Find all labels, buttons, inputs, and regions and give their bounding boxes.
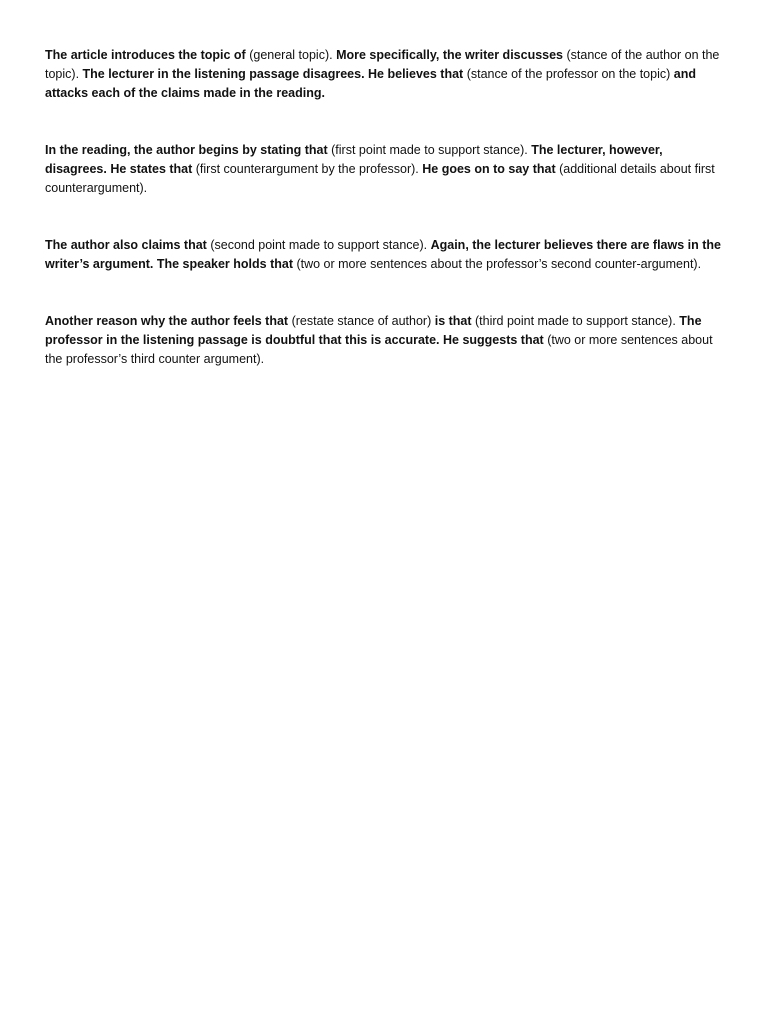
placeholder-text: (two or more sentences about the professor’s second counter-argument). [296, 257, 702, 271]
document-body [45, 46, 723, 407]
bold-phrase: In the reading, the author begins by stating that [45, 143, 332, 157]
bold-phrase: is that [434, 314, 476, 328]
bold-phrase: He goes on to say that [422, 162, 560, 176]
bold-phrase: More specifically, the writer discusses [336, 48, 567, 62]
placeholder-text: (two or more sentences about the professor’s third counter argument). [45, 333, 713, 366]
bold-phrase: The author also claims that [45, 238, 211, 252]
bold-phrase: The professor in the listening passage is doubtful that this is accurate. He suggests that [45, 314, 702, 347]
paragraph-third-point [45, 312, 723, 369]
placeholder-text: (first point made to support stance). [331, 143, 532, 157]
paragraph-introduction [45, 46, 723, 103]
bold-phrase: The lecturer, however, disagrees. He states that [45, 143, 663, 176]
bold-phrase: Another reason why the author feels that [45, 314, 292, 328]
placeholder-text: (restate stance of author) [291, 314, 435, 328]
bold-phrase: Again, the lecturer believes there are flaws in the writer’s argument. The speaker holds that [45, 238, 721, 271]
placeholder-text: (stance of the professor on the topic) [466, 67, 674, 81]
placeholder-text: (stance of the author on the topic). [45, 48, 720, 81]
placeholder-text: (third point made to support stance). [475, 314, 680, 328]
paragraph-first-point [45, 141, 723, 198]
placeholder-text: (additional details about first counterargument). [45, 162, 715, 195]
placeholder-text: (second point made to support stance). [210, 238, 431, 252]
placeholder-text: (first counterargument by the professor). [195, 162, 423, 176]
bold-phrase: The article introduces the topic of [45, 48, 250, 62]
bold-phrase: The lecturer in the listening passage disagrees. He believes that [82, 67, 467, 81]
paragraph-second-point [45, 236, 723, 274]
bold-phrase: and attacks each of the claims made in the reading. [45, 67, 696, 100]
placeholder-text: (general topic). [249, 48, 337, 62]
